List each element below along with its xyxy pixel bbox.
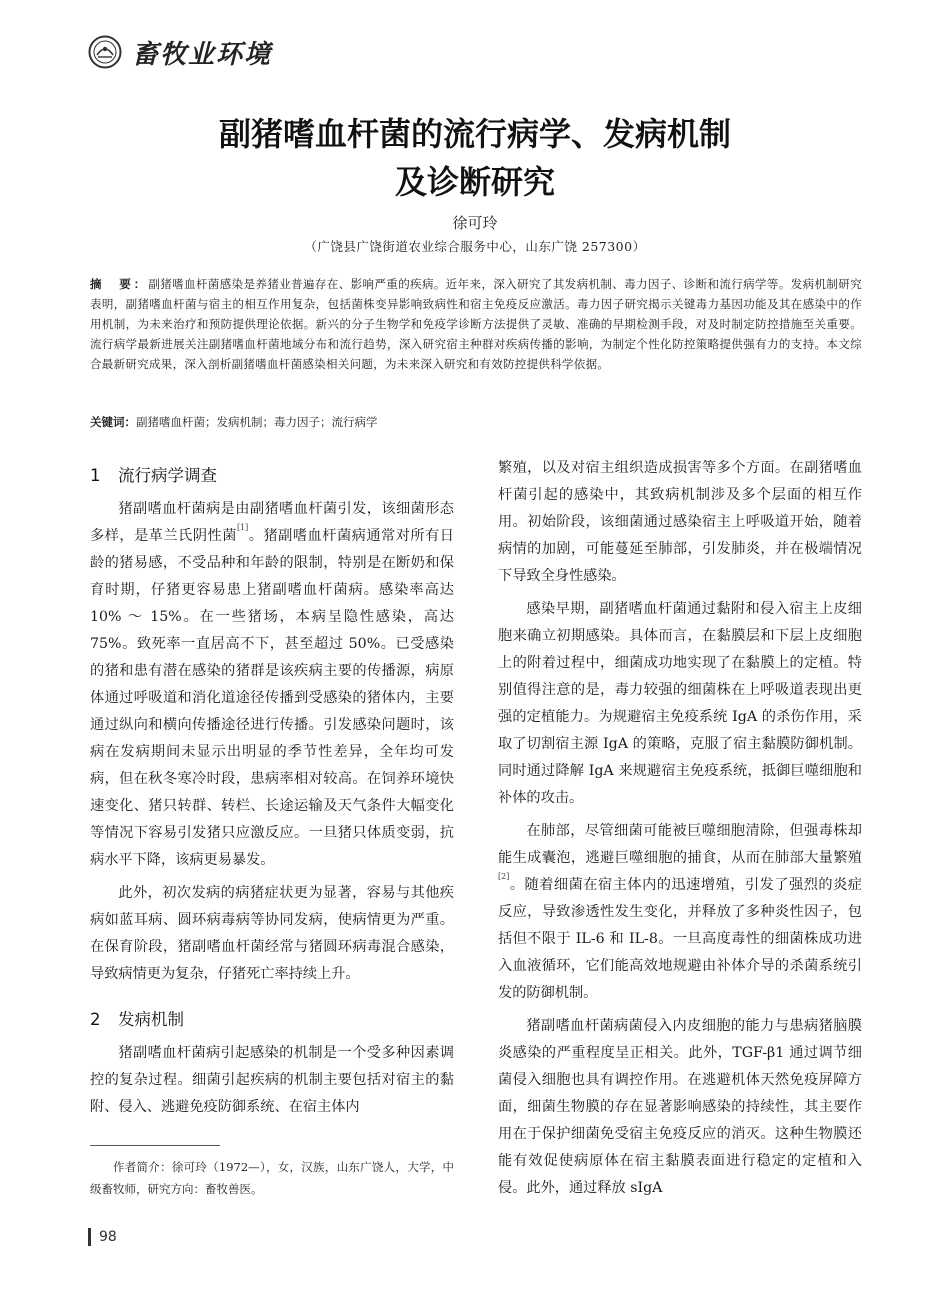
paper-title-line-1: 副猪嗜血杆菌的流行病学、发病机制 bbox=[218, 115, 731, 153]
section-2-continued-paragraph: 繁殖，以及对宿主组织造成损害等多个方面。在副猪嗜血杆菌引起的感染中，其致病机制涉及多个层面的相互作用。初始阶段，该细菌通过感染宿主上呼吸道开始，随着病情的加剧，可能蔓延至肺部，引发肺炎，并在极端情况下导致全身性感染。 bbox=[498, 460, 862, 584]
page-number-bar bbox=[88, 1228, 91, 1246]
section-1-paragraph-2: 此外，初次发病的病猪症状更为显著，容易与其他疾病如蓝耳病、圆环病毒病等协同发病，使病情更为严重。在保育阶段，猪副嗜血杆菌经常与猪圆环病毒混合感染，导致病情更为复杂，仔猪死亡率持续上升。 bbox=[90, 885, 454, 982]
section-2-paragraph-4: 猪副嗜血杆菌病菌侵入内皮细胞的能力与患病猪脑膜炎感染的严重程度呈正相关。此外，TGF-β1 通过调节细菌侵入细胞也具有调控作用。在逃避机体天然免疫屏障方面，细菌生物膜的存在显著影响感染的持续性，其主要作用在于保护细菌免受宿主免疫反应的消灭。这种生物膜还能有效促使病原体在宿主黏膜表面进行稳定的定植和入侵。此外，通过释放 sIgA bbox=[498, 1018, 862, 1196]
journal-seal-icon bbox=[88, 35, 122, 69]
author-name: 徐可玲 bbox=[452, 214, 498, 232]
citation-2[interactable]: [2] bbox=[498, 872, 510, 881]
keywords-text: 副猪嗜血杆菌；发病机制；毒力因子；流行病学 bbox=[136, 415, 378, 429]
page-number-text: 98 bbox=[99, 1229, 117, 1245]
journal-name: 畜牧业环境 bbox=[132, 39, 273, 70]
section-1-heading bbox=[90, 460, 454, 492]
abstract-label: 摘 要： bbox=[90, 277, 149, 291]
section-1-paragraph-1 bbox=[90, 496, 454, 874]
section-1-paragraph-1-text-a: 猪副嗜血杆菌病是由副猪嗜血杆菌引发，该细菌形态多样，是革兰氏阴性菌 bbox=[90, 501, 454, 544]
author-bio-footnote: 作者简介：徐可玲（1972—），女，汉族，山东广饶人，大学，中级畜牧师，研究方向：畜牧兽医。 bbox=[90, 1160, 454, 1196]
citation-1[interactable]: [1] bbox=[236, 523, 249, 532]
page-number bbox=[88, 1228, 117, 1246]
section-2-paragraph-3 bbox=[498, 818, 862, 1007]
section-1-paragraph-1-text-b: 。猪副嗜血杆菌病通常对所有日龄的猪易感，不受品种和年龄的限制，特别是在断奶和保育时期，仔猪更容易患上猪副嗜血杆菌病。感染率高达 10% ～ 15%。在一些猪场，本病呈隐性感染，高达 75%。致死率一直居高不下，甚至超过 50%。已受感染的猪和患有潜在感染的猪群是该疾病主要的传播源，病原体通过呼吸道和消化道途径传播到受感染的猪体内，主要通过纵向和横向传播途径进行传播。引发感染问题时，该病在发病期间未显示出明显的季节性差异，全年均可发病，但在秋冬寒冷时段，患病率相对较高。在饲养环境快速变化、猪只转群、转栏、长途运输及天气条件大幅变化等情况下容易引发猪只应激反应。一旦猪只体质变弱，抗病水平下降，该病更易暴发。 bbox=[90, 528, 454, 868]
abstract-text: 副猪嗜血杆菌感染是养猪业普遍存在、影响严重的疾病。近年来，深入研究了其发病机制、毒力因子、诊断和流行病学等。发病机制研究表明，副猪嗜血杆菌与宿主的相互作用复杂，包括菌株变异影响致病性和宿主免疫反应激活。毒力因子研究揭示关键毒力基因功能及其在感染中的作用机制，为未来治疗和预防提供理论依据。新兴的分子生物学和免疫学诊断方法提供了灵敏、准确的早期检测手段，对及时制定防控措施至关重要。流行病学最新进展关注副猪嗜血杆菌地域分布和流行趋势，深入研究宿主种群对疾病传播的影响，为制定个性化防控策略提供强有力的支持。本文综合最新研究成果，深入剖析副猪嗜血杆菌感染相关问题，为未来深入研究和有效防控提供科学依据。 bbox=[90, 277, 863, 371]
section-2-title: 发病机制 bbox=[118, 1010, 184, 1029]
journal-header bbox=[88, 30, 272, 74]
right-column bbox=[498, 455, 862, 1208]
paper-title bbox=[100, 110, 850, 206]
section-2-paragraph-3-text-a: 在肺部，尽管细菌可能被巨噬细胞清除，但强毒株却能生成囊泡，逃避巨噬细胞的捕食，从而在肺部大量繁殖 bbox=[498, 823, 862, 866]
section-2-paragraph-3-text-b: 。随着细菌在宿主体内的迅速增殖，引发了强烈的炎症反应，导致渗透性发生变化，并释放了多种炎性因子，包括但不限于 IL-6 和 IL-8。一旦高度毒性的细菌株成功进入血液循环，它们能高效地规避由补体介导的杀菌系统引发的防御机制。 bbox=[498, 877, 862, 1001]
paper-title-line-2: 及诊断研究 bbox=[394, 163, 555, 201]
section-1-title: 流行病学调查 bbox=[118, 466, 217, 485]
author-affiliation: （广饶县广饶街道农业综合服务中心，山东广饶 257300） bbox=[304, 239, 646, 254]
section-2-paragraph-1: 猪副嗜血杆菌病引起感染的机制是一个受多种因素调控的复杂过程。细菌引起疾病的机制主要包括对宿主的黏附、侵入、逃避免疫防御系统、在宿主体内 bbox=[90, 1045, 454, 1115]
section-2-paragraph-2: 感染早期，副猪嗜血杆菌通过黏附和侵入宿主上皮细胞来确立初期感染。具体而言，在黏膜层和下层上皮细胞上的附着过程中，细菌成功地实现了在黏膜上的定植。特别值得注意的是，毒力较强的细菌株在上呼吸道表现出更强的定植能力。为规避宿主免疫系统 IgA 的杀伤作用，采取了切割宿主源 IgA 的策略，克服了宿主黏膜防御机制。同时通过降解 IgA 来规避宿主免疫系统，抵御巨噬细胞和补体的攻击。 bbox=[498, 601, 862, 806]
left-column bbox=[90, 458, 454, 1127]
section-2-number: 2 bbox=[90, 1010, 101, 1029]
abstract bbox=[90, 274, 862, 374]
keywords bbox=[90, 412, 862, 432]
section-1-number: 1 bbox=[90, 466, 101, 485]
keywords-label: 关键词： bbox=[90, 415, 136, 429]
footnote-divider bbox=[90, 1145, 220, 1146]
section-2-heading bbox=[90, 1004, 454, 1036]
